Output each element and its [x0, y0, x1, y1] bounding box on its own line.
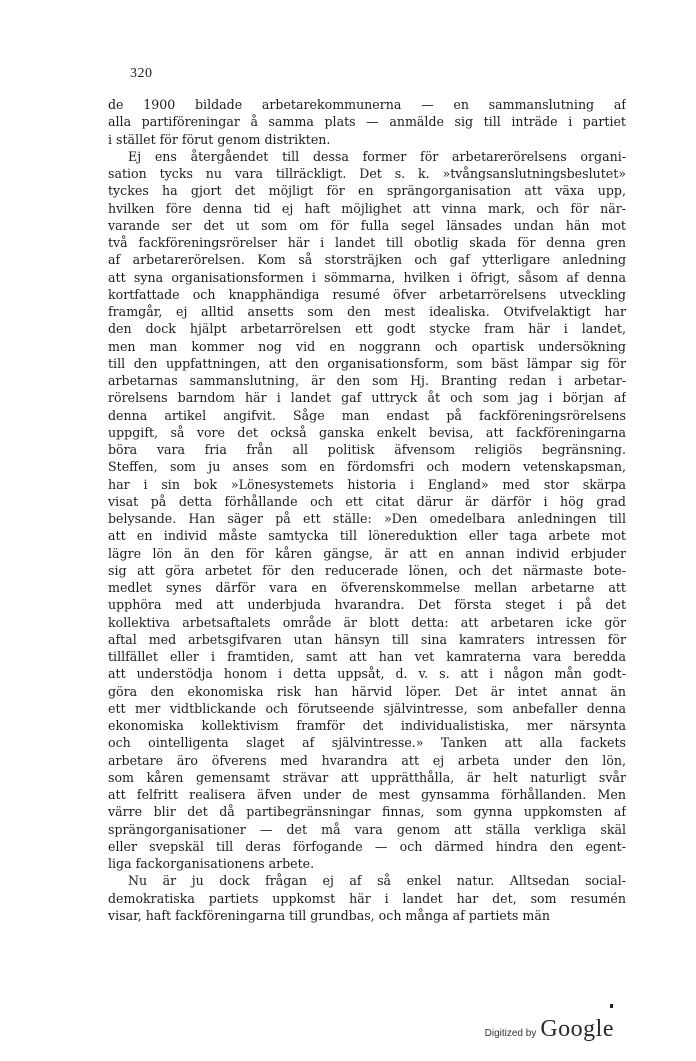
ink-mark	[610, 1004, 613, 1008]
page-number: 320	[130, 66, 153, 81]
text-line: kortfattade och knapphändiga resumé öfver arbetarrörelsens utveckling	[108, 286, 626, 302]
text-line: alla partiföreningar å samma plats — anmälde sig till inträde i partiet	[108, 114, 626, 130]
text-line: liga fackorganisationens arbete.	[108, 856, 315, 871]
text-line: ekonomiska kollektivism framför det individualistiska, mer närsynta	[108, 718, 626, 733]
text-line: att understödja honom i detta uppsåt, d. v. s. att i någon mån godt-	[108, 666, 626, 682]
text-line: upphöra med att underbjuda hvarandra. Det första steget i på det	[108, 597, 626, 613]
text-line: aftal med arbetsgifvaren utan hänsyn till sina kamraters intressen för	[108, 631, 626, 647]
text-line: böra vara fria från all politisk äfvensom religiös begränsning.	[108, 442, 626, 457]
text-line: de 1900 bildade arbetarekommunerna — en sammanslutning af	[108, 97, 626, 112]
text-line: arbetare äro öfverens med hvarandra att ej arbeta under den lön,	[108, 752, 626, 768]
text-line: af arbetarerörelsen. Kom så storsträjken och gaf ytterligare anledning	[108, 252, 626, 268]
text-line: sprängorganisationer — det må vara genom att ställa verkliga skäl	[108, 821, 626, 837]
text-line: rörelsens barndom här i landet gaf uttryck åt och som jag i början af	[108, 390, 626, 406]
digitized-by-google-watermark	[485, 1016, 614, 1043]
text-line: att felfritt realisera äfven under de mest gynsamma förhållanden. Men	[108, 787, 626, 802]
text-line: framgår, ej alltid ansetts som den mest idealiska. Otvifvelaktigt har	[108, 304, 626, 319]
google-logo: Google	[540, 1016, 614, 1042]
text-line: belysande. Han säger på ett ställe: »Den omedelbara anledningen till	[108, 511, 626, 526]
text-line: ett mer vidtblickande och förutseende självintresse, som anbefaller denna	[108, 700, 626, 716]
text-line: sig att göra arbetet för den reducerade lönen, och det närmaste bote-	[108, 562, 626, 578]
text-line: uppgift, så vore det också ganska enkelt bevisa, att fackföreningarna	[108, 424, 626, 440]
text-line: Steffen, som ju anses som en fördomsfri och modern vetenskapsman,	[108, 459, 626, 475]
text-line: att en individ måste samtycka till lönereduktion eller taga arbete mot	[108, 528, 626, 544]
text-line: tillfället eller i framtiden, samt att han vet kamraterna vara beredda	[108, 649, 626, 664]
text-line: tyckes ha gjort det möjligt för en sprängorganisation att växa upp,	[108, 183, 626, 199]
text-line: lägre lön än den för kåren gängse, är att en annan individ erbjuder	[108, 545, 626, 561]
text-line: visar, haft fackföreningarna till grundbas, och många af partiets män	[108, 907, 550, 923]
text-line: varande ser det ut som om för fulla segel länsades undan hän mot	[108, 217, 626, 233]
text-line: denna artikel angifvit. Såge man endast på fackföreningsrörelsens	[108, 407, 626, 423]
text-line: hvilken före denna tid ej haft möjlighet att vinna mark, och för när-	[108, 200, 626, 216]
text-line: till den uppfattningen, att den organisationsform, som bäst lämpar sig för	[108, 355, 626, 371]
text-line: Nu är ju dock frågan ej af så enkel natur. Alltsedan social-	[128, 873, 626, 889]
text-line: kollektiva arbetsaftalets område är blott detta: att arbetaren icke gör	[108, 614, 626, 630]
text-line: och ointelligenta slaget af självintresse.» Tanken att alla fackets	[108, 735, 626, 751]
text-line: men man kommer nog vid en noggrann och opartisk undersökning	[108, 338, 626, 354]
text-line: sation tycks nu vara tillräckligt. Det s. k. »tvångsanslutningsbeslutet»	[108, 166, 626, 181]
digitized-by-label: Digitized by	[484, 1028, 537, 1039]
text-line: eller svepskäl till deras förfogande — och därmed hindra den egent-	[108, 838, 626, 854]
text-line: Ej ens återgåendet till dessa former för arbetarerörelsens organi-	[128, 148, 626, 164]
text-line: den dock hjälpt arbetarrörelsen ett godt stycke fram här i landet,	[108, 321, 626, 337]
text-line: två fackföreningsrörelser här i landet till obotlig skada för denna gren	[108, 235, 626, 250]
text-line: har i sin bok »Lönesystemets historia i England» med stor skärpa	[108, 476, 626, 492]
text-line: arbetarnas sammanslutning, är den som Hj. Branting redan i arbetar-	[108, 373, 626, 388]
body-text	[108, 96, 626, 924]
text-line: som kåren gemensamt strävar att upprätthålla, är helt naturligt svår	[108, 769, 626, 785]
text-line: medlet synes därför vara en öfverenskommelse mellan arbetarne att	[108, 580, 626, 595]
text-line: visat på detta förhållande och ett citat därur är därför i hög grad	[108, 493, 626, 509]
text-line: att syna organisationsformen i sömmarna, hvilken i öfrigt, såsom af denna	[108, 269, 626, 285]
text-line: värre blir det då partibegränsningar finnas, som gynna uppkomsten af	[108, 804, 626, 820]
text-line: i stället för förut genom distrikten.	[108, 131, 331, 147]
text-line: göra den ekonomiska risk han härvid löper. Det är intet annat än	[108, 683, 626, 699]
text-line: demokratiska partiets uppkomst här i landet har det, som resumén	[108, 890, 626, 906]
